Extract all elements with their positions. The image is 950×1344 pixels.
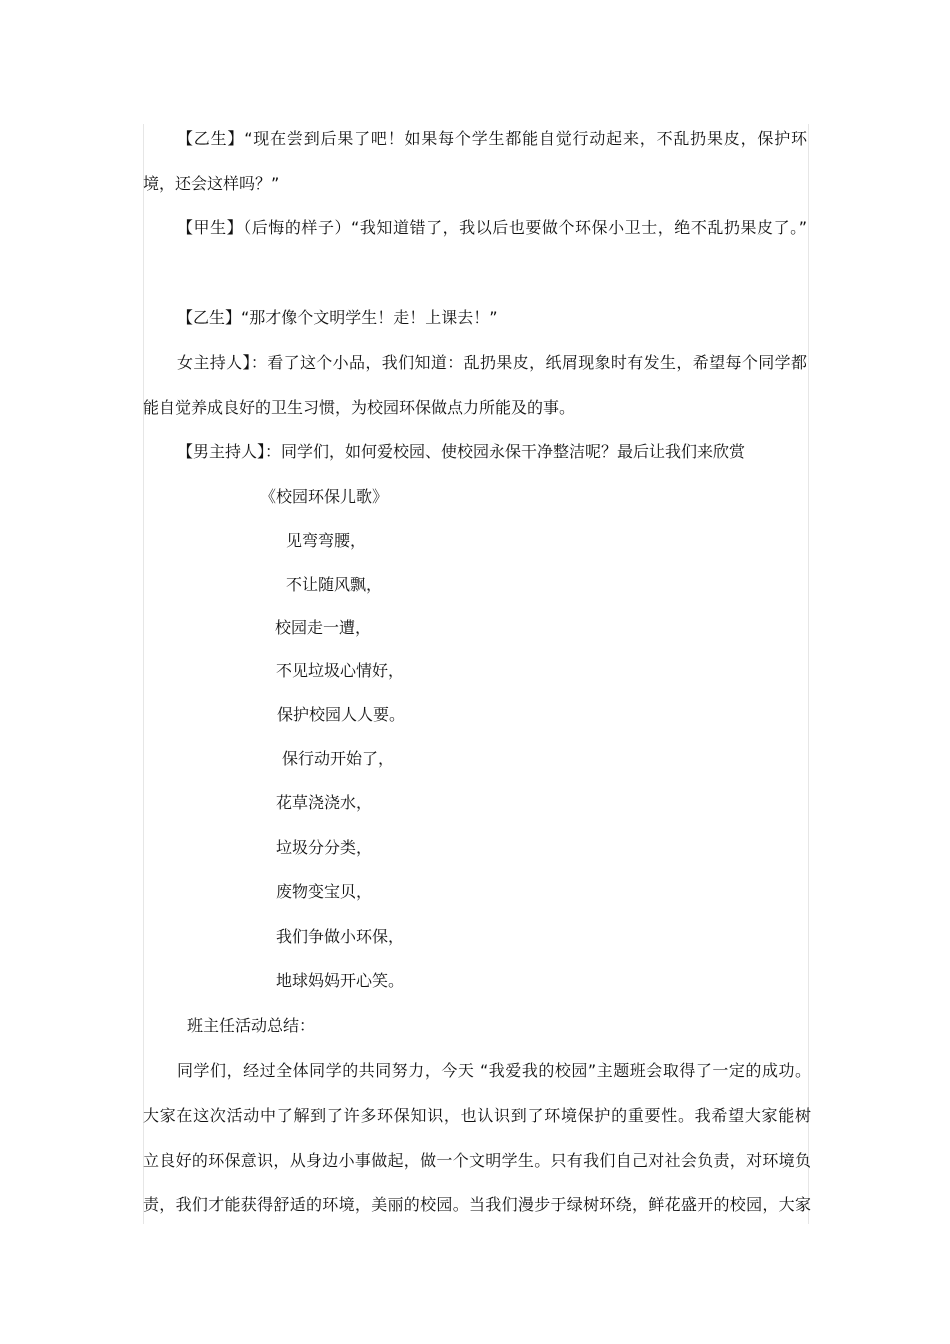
dialogue-line-yi-2: 【乙生】“那才像个文明学生！走！上课去！” — [177, 308, 498, 327]
poem-line-1: 见弯弯腰， — [286, 531, 367, 550]
poem-line-11: 地球妈妈开心笑。 — [276, 971, 405, 990]
female-host-line: 女主持人】：看了这个小品，我们知道：乱扔果皮，纸屑现象时有发生，希望每个同学都 — [177, 353, 807, 372]
female-host-line-cont: 能自觉养成良好的卫生习惯，为校园环保做点力所能及的事。 — [143, 398, 576, 417]
male-host-line: 【男主持人】：同学们，如何爱校园、使校园永保干净整洁呢？最后让我们来欣赏 — [177, 442, 746, 461]
poem-line-6: 保行动开始了， — [282, 749, 395, 768]
summary-paragraph-line-3: 立良好的环保意识，从身边小事做起，做一个文明学生。只有我们自己对社会负责，对环境负 — [143, 1151, 811, 1170]
summary-paragraph-line-2: 大家在这次活动中了解到了许多环保知识，也认识到了环境保护的重要性。我希望大家能树 — [143, 1106, 811, 1125]
poem-line-2: 不让随风飘， — [286, 575, 383, 594]
dialogue-line-yi-1-cont: 境，还会这样吗？” — [143, 174, 280, 193]
dialogue-line-yi-1: 【乙生】“现在尝到后果了吧！如果每个学生都能自觉行动起来，不乱扔果皮，保护环 — [177, 129, 807, 148]
poem-line-5: 保护校园人人要。 — [277, 705, 406, 724]
poem-line-8: 垃圾分分类， — [276, 838, 373, 857]
poem-line-7: 花草浇浇水， — [276, 793, 373, 812]
poem-line-4: 不见垃圾心情好， — [276, 661, 405, 680]
dialogue-line-jia: 【甲生】（后悔的样子）“我知道错了，我以后也要做个环保小卫士，绝不乱扔果皮了。” — [177, 218, 807, 237]
poem-line-9: 废物变宝贝， — [276, 882, 373, 901]
summary-heading: 班主任活动总结： — [187, 1016, 316, 1035]
poem-line-10: 我们争做小环保， — [276, 927, 405, 946]
poem-line-3: 校园走一遭， — [275, 618, 372, 637]
poem-title: 《校园环保儿歌》 — [260, 487, 389, 506]
summary-paragraph-line-1: 同学们，经过全体同学的共同努力，今天 “我爱我的校园”主题班会取得了一定的成功。 — [177, 1061, 811, 1080]
summary-paragraph-line-4: 责，我们才能获得舒适的环境，美丽的校园。当我们漫步于绿树环绕，鲜花盛开的校园，大家 — [143, 1195, 811, 1214]
